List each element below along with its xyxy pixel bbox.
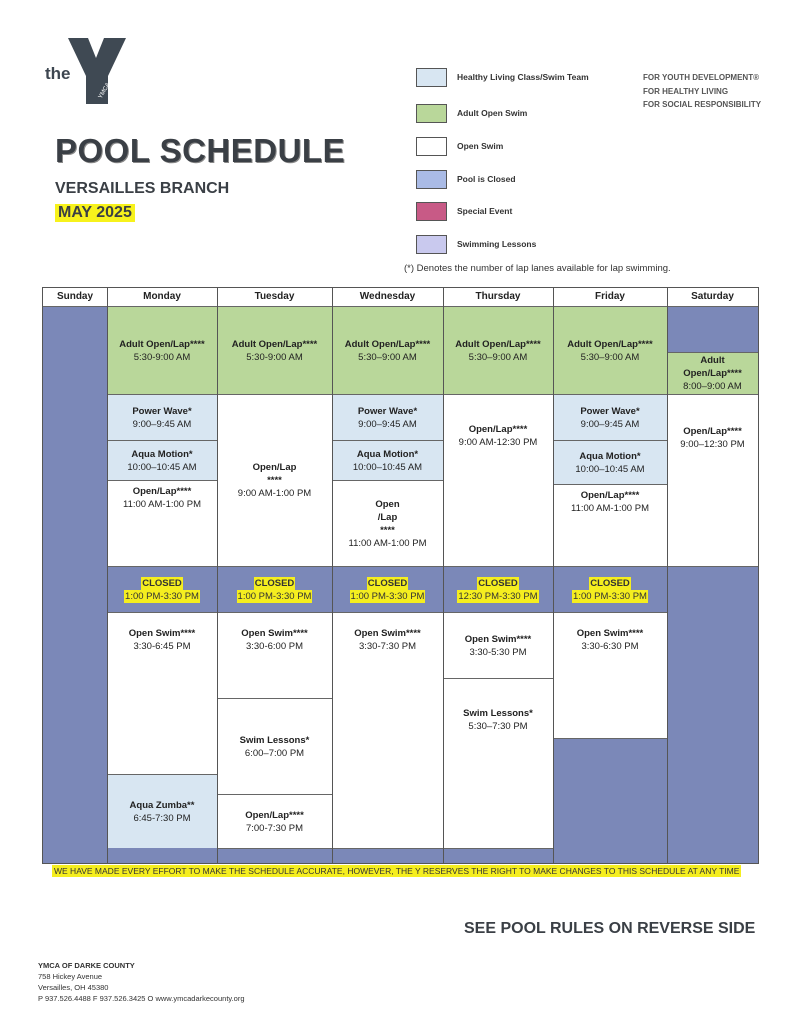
day-column-sunday	[43, 288, 107, 863]
schedule-block-closed	[553, 566, 667, 612]
schedule-block-closed	[217, 848, 332, 863]
block-time: 6:45-7:30 PM	[133, 812, 191, 824]
block-time: 7:00-7:30 PM	[245, 822, 304, 834]
block-time: 1:00 PM-3:30 PM	[125, 590, 199, 602]
legend-swatch-adult-open-swim	[416, 104, 447, 123]
schedule-block-closed	[553, 738, 667, 863]
day-header: Sunday	[43, 288, 107, 307]
legend-item	[416, 234, 536, 254]
block-time: 5:30-9:00 AM	[133, 351, 191, 363]
block-lanes: ****	[267, 475, 282, 486]
day-column-wednesday	[332, 288, 443, 863]
legend-item	[416, 67, 589, 87]
logo-ymca-text: YMCA	[97, 81, 112, 100]
schedule-block	[217, 394, 332, 566]
legend-label: Healthy Living Class/Swim Team	[457, 72, 589, 82]
day-header: Wednesday	[332, 288, 443, 307]
block-title: Power Wave*	[580, 405, 640, 417]
block-title: Open Swim****	[241, 628, 308, 639]
block-title: Power Wave*	[132, 405, 192, 417]
block-lanes: ****	[380, 524, 395, 536]
schedule-block-closed	[332, 848, 443, 863]
block-time: 12:30 PM-3:30 PM	[458, 590, 538, 602]
day-column-tuesday	[217, 288, 332, 863]
block-title: Adult Open/Lap****	[455, 338, 541, 350]
block-time: 9:00 AM-1:00 PM	[237, 488, 312, 499]
legend-item	[416, 103, 527, 123]
block-time: 9:00–9:45 AM	[132, 418, 192, 430]
pool-rules-note: SEE POOL RULES ON REVERSE SIDE	[464, 920, 756, 937]
mission-line: FOR HEALTHY LIVING	[643, 86, 729, 96]
block-title: Open/Lap	[252, 462, 297, 473]
block-time: 5:30–7:30 PM	[468, 721, 528, 732]
schedule-block	[443, 394, 553, 566]
schedule-block	[332, 306, 443, 394]
block-title-line2: /Lap	[377, 511, 398, 523]
block-title: Open/Lap****	[580, 490, 640, 501]
block-title: Power Wave*	[357, 405, 418, 417]
legend-swatch-pool-closed	[416, 170, 447, 189]
schedule-block	[553, 394, 667, 440]
block-title: CLOSED	[590, 577, 630, 589]
org-name: YMCA OF DARKE COUNTY	[38, 961, 135, 970]
legend-label: Swimming Lessons	[457, 239, 537, 249]
block-time: 3:30-7:30 PM	[358, 641, 417, 652]
org-contact-line: P 937.526.4488 F 937.526.3425 O www.ymcadarkecounty.org	[38, 994, 245, 1003]
block-time: 5:30–9:00 AM	[358, 351, 417, 363]
org-address-line1: 758 Hickey Avenue	[38, 972, 103, 981]
column-divider	[332, 288, 333, 863]
legend-label: Open Swim	[457, 141, 504, 151]
branch-name: VERSAILLES BRANCH	[55, 180, 230, 197]
legend-item	[416, 201, 512, 221]
logo-the: the	[45, 64, 71, 83]
schedule-block	[553, 484, 667, 566]
legend-swatch-swimming-lessons	[416, 235, 447, 254]
schedule-block	[107, 306, 217, 394]
block-time: 9:00–9:45 AM	[358, 418, 417, 430]
block-title-line2: Open/Lap****	[683, 368, 742, 379]
day-column-saturday	[667, 288, 758, 863]
block-title: Open	[375, 498, 400, 510]
block-time: 3:30-6:00 PM	[245, 641, 304, 652]
block-time: 3:30-5:30 PM	[469, 646, 527, 658]
day-column-friday	[553, 288, 667, 863]
schedule-block	[107, 394, 217, 440]
schedule-block	[332, 612, 443, 848]
schedule-block-closed	[332, 566, 443, 612]
page-title: POOL SCHEDULE	[55, 132, 346, 169]
schedule-block	[217, 698, 332, 794]
legend-swatch-special-event	[416, 202, 447, 221]
schedule-block	[107, 774, 217, 848]
block-time: 9:00–12:30 PM	[680, 439, 745, 450]
column-divider	[443, 288, 444, 863]
block-time: 3:30-6:30 PM	[581, 641, 639, 652]
block-title: Open/Lap****	[683, 426, 742, 437]
schedule-month: MAY 2025	[55, 204, 135, 222]
block-title: CLOSED	[142, 577, 182, 589]
schedule-block	[332, 440, 443, 480]
block-time: 10:00–10:45 AM	[127, 461, 197, 473]
legend-item	[416, 169, 516, 189]
block-title: Swim Lessons*	[463, 708, 533, 719]
block-title: Aqua Motion*	[579, 450, 641, 462]
schedule-block-closed	[107, 848, 217, 863]
block-title: Adult Open/Lap****	[231, 338, 318, 350]
block-title: Adult Open/Lap****	[567, 338, 653, 350]
schedule-block	[443, 612, 553, 678]
day-column-thursday	[443, 288, 553, 863]
schedule-block	[107, 440, 217, 480]
legend-label: Pool is Closed	[457, 174, 516, 184]
block-time: 5:30–9:00 AM	[580, 351, 640, 363]
column-divider	[667, 288, 668, 863]
legend-label: Special Event	[457, 206, 513, 216]
schedule-block	[332, 480, 443, 566]
ymca-mission	[643, 71, 761, 112]
schedule-grid	[42, 287, 759, 864]
schedule-block	[553, 612, 667, 738]
block-title: Open/Lap****	[468, 424, 528, 435]
ymca-y-logo-icon	[66, 36, 128, 106]
schedule-block-closed	[443, 848, 553, 863]
block-title: CLOSED	[478, 577, 518, 589]
block-time: 3:30-6:45 PM	[133, 641, 191, 652]
schedule-block-closed	[667, 566, 758, 863]
block-time: 5:30–9:00 AM	[468, 351, 528, 363]
block-title: Aqua Motion*	[131, 448, 193, 460]
block-title: CLOSED	[254, 577, 295, 589]
block-time: 1:00 PM-3:30 PM	[573, 590, 647, 602]
schedule-block-closed	[443, 566, 553, 612]
lap-lanes-footnote: (*) Denotes the number of lap lanes available for lap swimming.	[404, 263, 671, 274]
schedule-block	[217, 612, 332, 698]
schedule-block	[217, 794, 332, 848]
block-time: 1:00 PM-3:30 PM	[237, 590, 312, 602]
block-title: CLOSED	[367, 577, 408, 589]
day-header: Friday	[553, 288, 667, 307]
legend-label: Adult Open Swim	[457, 108, 528, 118]
block-time: 10:00–10:45 AM	[575, 463, 645, 475]
block-title: Open Swim****	[464, 633, 532, 645]
block-title: Open Swim****	[576, 628, 644, 639]
legend-swatch-healthy-living	[416, 68, 447, 87]
schedule-block	[443, 678, 553, 848]
block-time: 6:00–7:00 PM	[244, 747, 305, 759]
block-time: 11:00 AM-1:00 PM	[123, 499, 201, 510]
block-title: Aqua Zumba**	[129, 799, 195, 811]
org-address-line2: Versailles, OH 45380	[38, 983, 109, 992]
day-header: Monday	[107, 288, 217, 307]
schedule-block	[553, 306, 667, 394]
schedule-block	[217, 306, 332, 394]
block-time: 5:30-9:00 AM	[246, 351, 303, 363]
schedule-disclaimer: WE HAVE MADE EVERY EFFORT TO MAKE THE SCHEDULE ACCURATE, HOWEVER, THE Y RESERVES THE RIGHT TO MAKE CHANGES TO THIS SCHEDULE AT ANY TIME	[54, 866, 740, 876]
block-title: Adult Open/Lap****	[119, 338, 205, 350]
day-header: Tuesday	[217, 288, 332, 307]
block-title: Adult	[700, 355, 725, 366]
mission-line: FOR YOUTH DEVELOPMENT®	[643, 73, 759, 82]
block-time: 9:00 AM-12:30 PM	[458, 437, 538, 448]
schedule-block-closed	[667, 306, 758, 352]
block-time: 8:00–9:00 AM	[683, 381, 742, 392]
column-divider	[107, 288, 108, 863]
schedule-block	[107, 612, 217, 774]
schedule-block-closed	[107, 566, 217, 612]
block-title: Open Swim****	[354, 628, 421, 639]
day-column-monday	[107, 288, 217, 863]
schedule-block-closed	[217, 566, 332, 612]
legend-swatch-open-swim	[416, 137, 447, 156]
mission-line: FOR SOCIAL RESPONSIBILITY	[643, 100, 762, 109]
column-divider	[217, 288, 218, 863]
block-title: Swim Lessons*	[239, 734, 310, 746]
schedule-block	[667, 394, 758, 566]
legend-item	[416, 136, 503, 156]
block-time: 11:00 AM-1:00 PM	[571, 503, 649, 514]
day-header: Saturday	[667, 288, 758, 307]
block-title: Open/Lap****	[245, 809, 304, 821]
block-title: Open/Lap****	[132, 486, 192, 497]
block-title: Open Swim****	[128, 628, 196, 639]
schedule-block	[667, 352, 758, 394]
column-divider	[553, 288, 554, 863]
schedule-block	[553, 440, 667, 484]
block-time: 10:00–10:45 AM	[352, 461, 423, 473]
schedule-block	[332, 394, 443, 440]
day-header: Thursday	[443, 288, 553, 307]
block-time: 11:00 AM-1:00 PM	[348, 537, 427, 549]
schedule-block	[107, 480, 217, 566]
schedule-block-closed	[43, 306, 107, 863]
block-time: 1:00 PM-3:30 PM	[350, 590, 425, 602]
schedule-block	[443, 306, 553, 394]
block-title: Adult Open/Lap****	[344, 338, 431, 350]
block-time: 9:00–9:45 AM	[580, 418, 640, 430]
organization-contact	[38, 960, 245, 1004]
block-title: Aqua Motion*	[356, 448, 419, 460]
